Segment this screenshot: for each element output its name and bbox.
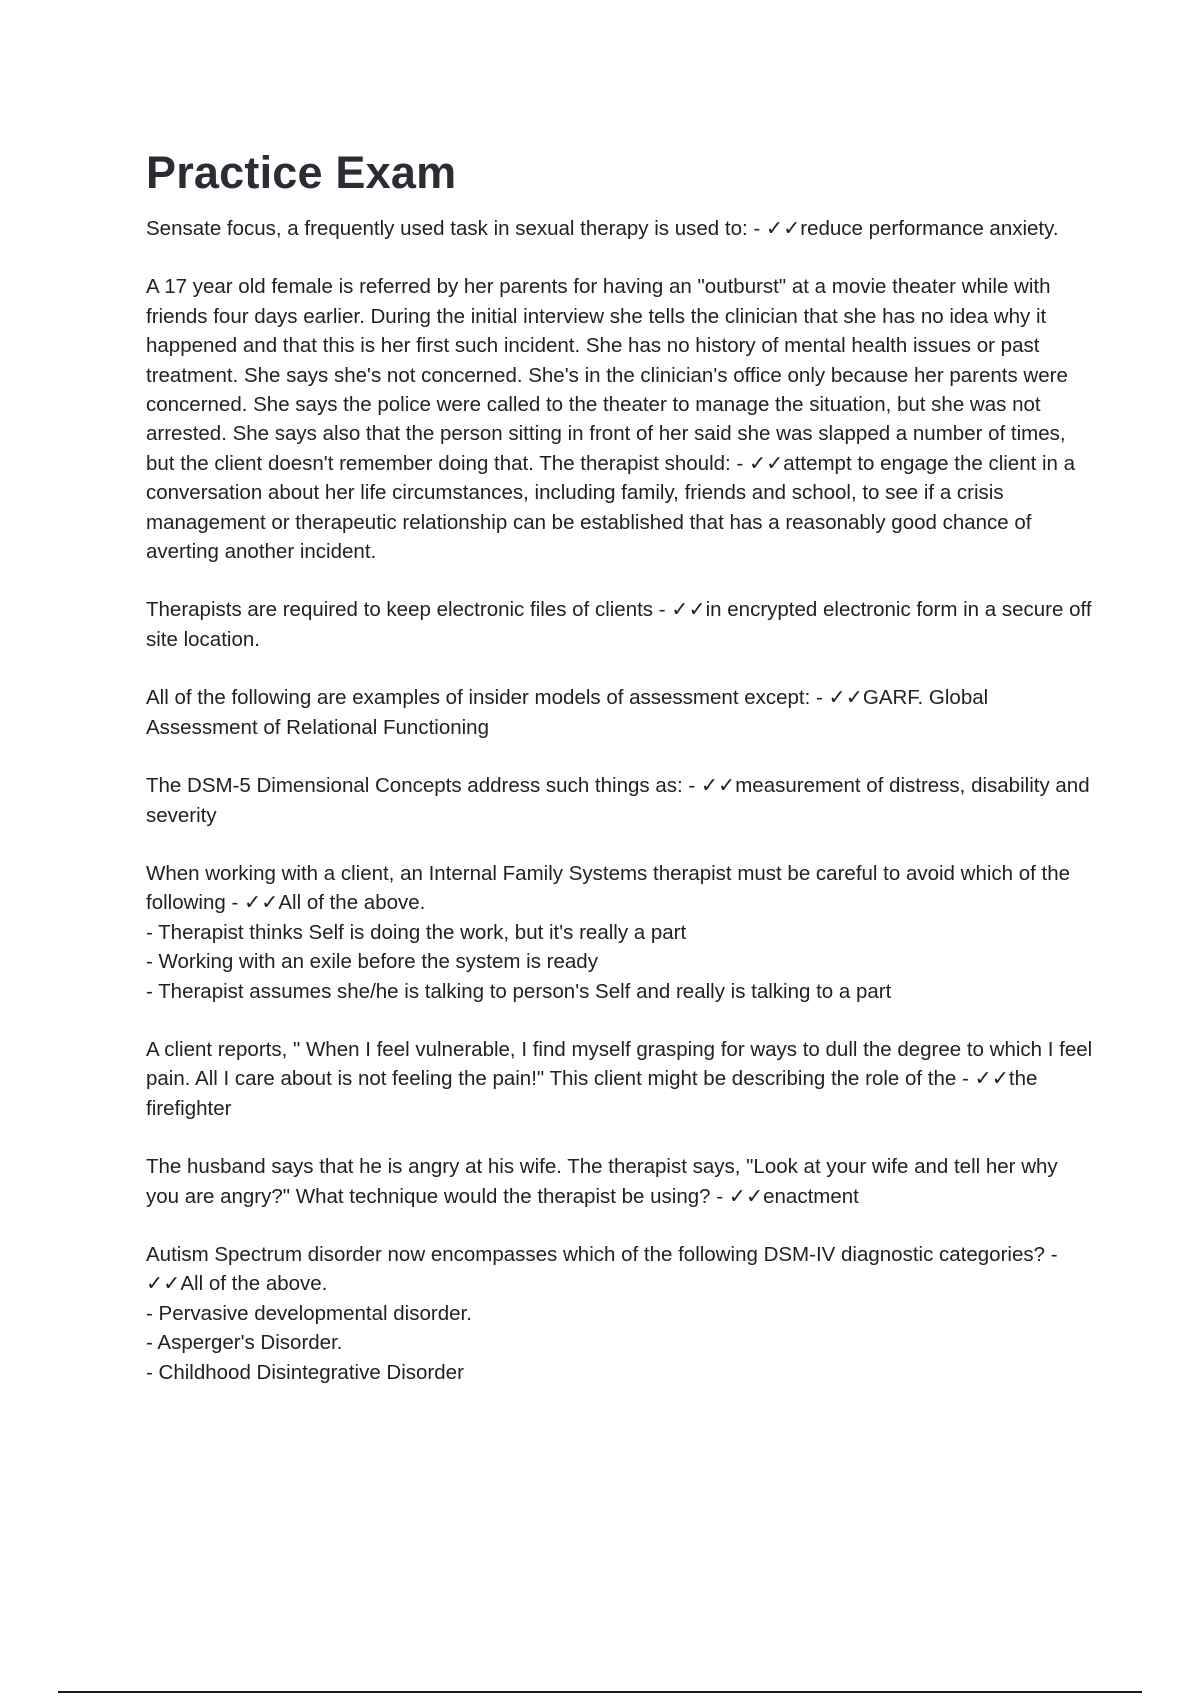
answer-option: - Pervasive developmental disorder. xyxy=(146,1301,472,1325)
page-title: Practice Exam xyxy=(146,147,457,198)
question-text: The husband says that he is angry at his wife. The therapist says, "Look at your wife and tell her why you are angry?" What technique would the therapist be using? - ✓✓enactment xyxy=(146,1155,1064,1208)
question-item xyxy=(146,595,1096,654)
question-item xyxy=(146,859,1096,1006)
question-item xyxy=(146,1152,1096,1211)
question-text: A 17 year old female is referred by her parents for having an "outburst" at a movie theater while with friends four days earlier. During the initial interview she tells the clinician that she has no idea why it happened and that this is her first such incident. She has no history of mental health issues or past treatment. She says she's not concerned. She's in the clinician's office only because her parents were concerned. She says the police were called to the theater to manage the situation, but she was not arrested. She says also that the person sitting in front of her said she was slapped a number of times, but the client doesn't remember doing that. The therapist should: - ✓✓attempt to engage the client in a conversation about her life circumstances, including family, friends and school, to see if a crisis management or therapeutic relationship can be established that has a reasonably good chance of averting another incident. xyxy=(146,275,1081,564)
document-page xyxy=(146,146,1096,1416)
question-text: Autism Spectrum disorder now encompasses which of the following DSM-IV diagnostic categories? - ✓✓All of the above. xyxy=(146,1242,1064,1296)
footer-divider xyxy=(58,1691,1142,1693)
question-item xyxy=(146,214,1096,243)
answer-option: - Therapist assumes she/he is talking to person's Self and really is talking to a part xyxy=(146,979,892,1003)
answer-option: - Therapist thinks Self is doing the work, but it's really a part xyxy=(146,920,687,944)
question-text: A client reports, " When I feel vulnerable, I find myself grasping for ways to dull the degree to which I feel pain. All I care about is not feeling the pain!" This client might be describing the role of the - ✓✓the firefighter xyxy=(146,1037,1098,1120)
answer-option: - Childhood Disintegrative Disorder xyxy=(146,1360,464,1384)
question-item xyxy=(146,1240,1096,1387)
question-item xyxy=(146,771,1096,830)
question-text: Sensate focus, a frequently used task in sexual therapy is used to: - ✓✓reduce performance anxiety. xyxy=(146,217,1059,240)
question-item xyxy=(146,1035,1096,1123)
question-text: All of the following are examples of insider models of assessment except: - ✓✓GARF. Global Assessment of Relational Functioning xyxy=(146,686,993,739)
answer-option: - Asperger's Disorder. xyxy=(146,1331,343,1355)
question-item xyxy=(146,272,1096,566)
question-item xyxy=(146,683,1096,742)
question-text: The DSM-5 Dimensional Concepts address such things as: - ✓✓measurement of distress, disability and severity xyxy=(146,774,1096,827)
answer-option: - Working with an exile before the system is ready xyxy=(146,950,598,974)
question-text: Therapists are required to keep electronic files of clients - ✓✓in encrypted electronic form in a secure off site location. xyxy=(146,598,1098,651)
question-text: When working with a client, an Internal Family Systems therapist must be careful to avoid which of the following - ✓✓All of the above. xyxy=(146,861,1076,915)
